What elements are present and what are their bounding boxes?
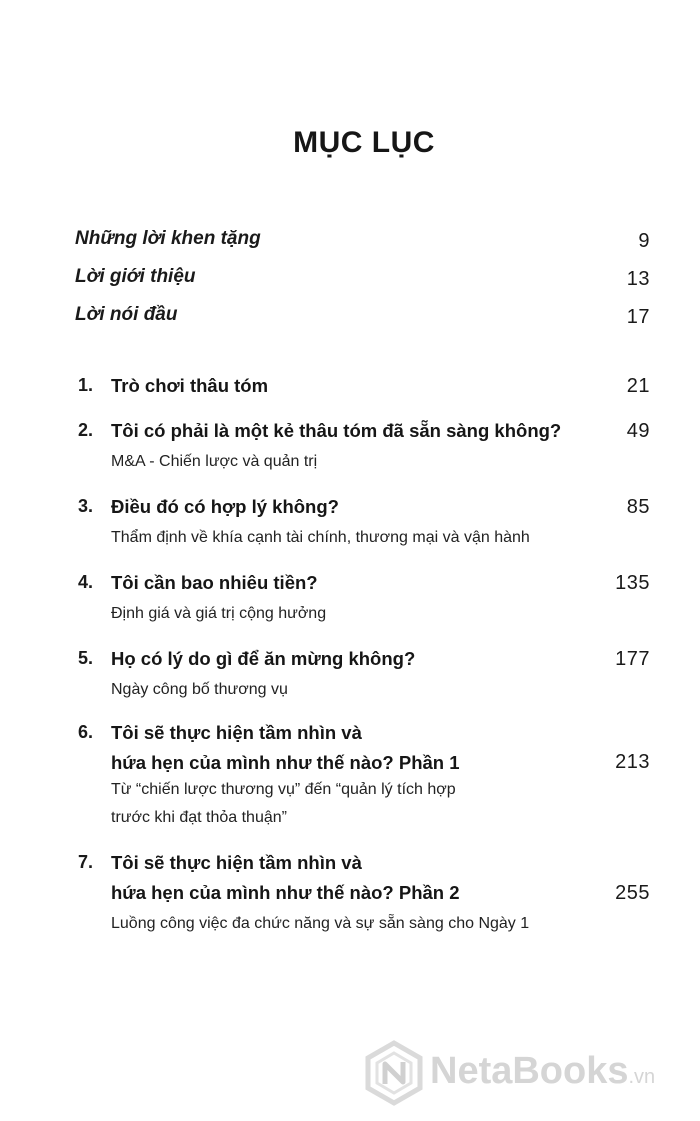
toc-page-number: 21: [626, 375, 650, 397]
chapter-title: [111, 848, 460, 908]
toc-page-number: 85: [626, 496, 650, 518]
chapter-title-line: Tôi có phải là một kẻ thâu tóm đã sẵn sàng không?: [111, 420, 562, 441]
toc-page-number: 255: [615, 882, 650, 904]
chapter-subtitle-line: Định giá và giá trị cộng hưởng: [111, 605, 327, 622]
netabooks-logo-icon: [364, 1040, 424, 1106]
chapter-subtitle: [111, 776, 456, 832]
toc-page-number: 9: [638, 230, 650, 252]
chapter-title-line: hứa hẹn của mình như thế nào? Phần 1: [111, 752, 460, 773]
chapter-subtitle-line: M&A - Chiến lược và quản trị: [111, 453, 318, 470]
chapter-number: 3.: [78, 496, 94, 516]
chapter-title-line: Điều đó có hợp lý không?: [111, 496, 339, 517]
chapter-subtitle: [111, 524, 530, 552]
watermark-brand: NetaBooks: [430, 1050, 629, 1092]
chapter-title-line: Trò chơi thâu tóm: [111, 375, 269, 396]
toc-front-label: Lời giới thiệu: [75, 266, 196, 287]
chapter-number: 7.: [78, 852, 94, 872]
watermark-text: [430, 1050, 655, 1093]
chapter-title: [111, 568, 318, 598]
toc-chapter[interactable]: [75, 371, 650, 403]
chapter-subtitle: [111, 910, 529, 938]
chapter-number: 6.: [78, 722, 94, 742]
chapter-number: 1.: [78, 375, 94, 395]
netabooks-watermark: [364, 1040, 689, 1110]
chapter-title-line: Tôi cần bao nhiêu tiền?: [111, 572, 318, 593]
toc-front-item[interactable]: [75, 228, 650, 256]
toc-page-number: 17: [626, 306, 650, 328]
toc-chapter[interactable]: [75, 568, 650, 628]
toc-chapter[interactable]: [75, 718, 650, 834]
chapter-subtitle-line: Thẩm định về khía cạnh tài chính, thương mại và vận hành: [111, 529, 530, 546]
chapter-number: 5.: [78, 648, 94, 668]
toc-page-number: 49: [626, 420, 650, 442]
chapter-subtitle-line: trước khi đạt thỏa thuận”: [111, 809, 287, 826]
chapter-title-line: hứa hẹn của mình như thế nào? Phần 2: [111, 882, 460, 903]
toc-page-number: 13: [626, 268, 650, 290]
toc-chapter[interactable]: [75, 416, 650, 476]
page-title: MỤC LỤC: [293, 126, 435, 159]
chapter-title-line: Tôi sẽ thực hiện tầm nhìn và: [111, 722, 362, 743]
chapter-subtitle-line: Ngày công bố thương vụ: [111, 681, 288, 698]
toc-front-item[interactable]: [75, 266, 650, 294]
chapter-subtitle: [111, 600, 326, 628]
chapter-title: [111, 371, 268, 401]
chapter-title: [111, 492, 339, 522]
chapter-subtitle: [111, 448, 317, 476]
toc-front-item[interactable]: [75, 304, 650, 332]
chapter-number: 2.: [78, 420, 94, 440]
chapter-subtitle-line: Từ “chiến lược thương vụ” đến “quản lý tích hợp: [111, 781, 456, 798]
toc-page-number: 135: [615, 572, 650, 594]
chapter-title-line: Họ có lý do gì để ăn mừng không?: [111, 648, 416, 669]
chapter-title: [111, 644, 415, 674]
toc-chapter[interactable]: [75, 848, 650, 938]
toc-chapter[interactable]: [75, 492, 650, 552]
chapter-title: [111, 416, 561, 446]
watermark-suffix: .vn: [628, 1066, 656, 1088]
chapter-number: 4.: [78, 572, 94, 592]
toc-front-label: Lời nói đầu: [75, 304, 178, 325]
toc-front-label: Những lời khen tặng: [75, 228, 261, 249]
toc-chapter[interactable]: [75, 644, 650, 704]
chapter-subtitle: [111, 676, 288, 704]
toc-page-number: 213: [615, 751, 650, 773]
chapter-subtitle-line: Luồng công việc đa chức năng và sự sẵn sàng cho Ngày 1: [111, 915, 530, 932]
chapter-title-line: Tôi sẽ thực hiện tầm nhìn và: [111, 852, 362, 873]
toc-page-number: 177: [615, 648, 650, 670]
chapter-title: [111, 718, 460, 778]
